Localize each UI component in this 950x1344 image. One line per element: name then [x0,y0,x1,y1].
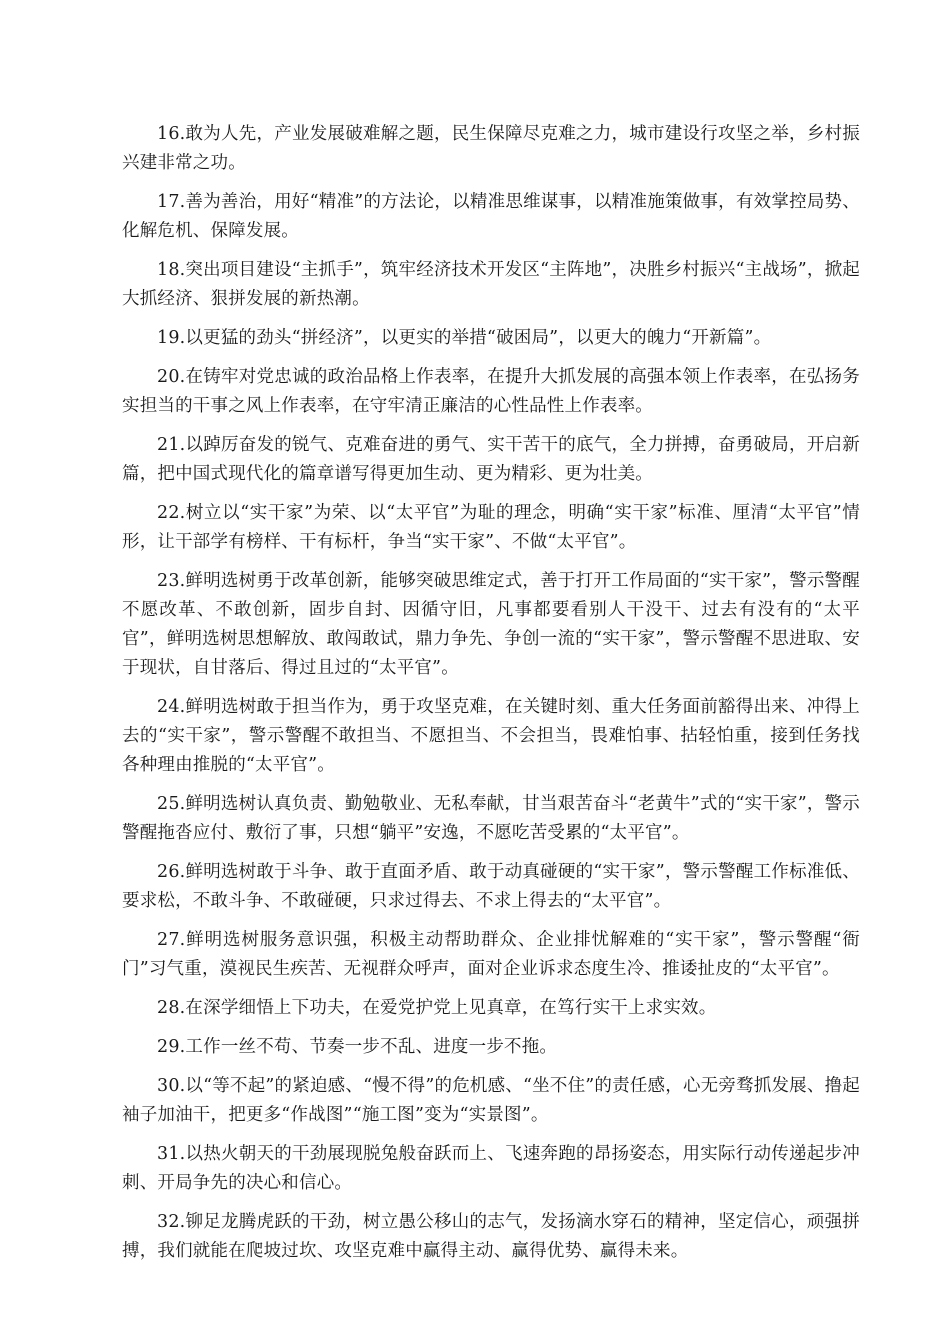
paragraph-30: 30.以“等不起”的紧迫感、“慢不得”的危机感、“坐不住”的责任感，心无旁骛抓发展、撸起袖子加油干，把更多“作战图”“施工图”变为“实景图”。 [122,1076,860,1125]
paragraph-20: 20.在铸牢对党忠诚的政治品格上作表率，在提升大抓发展的高强本领上作表率，在弘扬务实担当的干事之风上作表率，在守牢清正廉洁的心性品性上作表率。 [122,367,860,416]
paragraph-28: 28.在深学细悟上下功夫，在爱党护党上见真章，在笃行实干上求实效。 [157,998,717,1018]
paragraph-19: 19.以更猛的劲头“拼经济”，以更实的举措“破困局”，以更大的魄力“开新篇”。 [157,328,772,348]
paragraph-24: 24.鲜明选树敢于担当作为，勇于攻坚克难，在关键时刻、重大任务面前豁得出来、冲得上去的“实干家”，警示警醒不敢担当、不愿担当、不会担当，畏难怕事、拈轻怕重，接到任务找各种理由推脱的“太平官”。 [122,697,860,775]
paragraph-27: 27.鲜明选树服务意识强，积极主动帮助群众、企业排忧解难的“实干家”，警示警醒“衙门”习气重，漠视民生疾苦、无视群众呼声，面对企业诉求态度生冷、推诿扯皮的“太平官”。 [122,930,860,979]
paragraph-32: 32.铆足龙腾虎跃的干劲，树立愚公移山的志气，发扬滴水穿石的精神，坚定信心，顽强拼搏，我们就能在爬坡过坎、攻坚克难中赢得主动、赢得优势、赢得未来。 [122,1212,860,1261]
paragraph-21: 21.以踔厉奋发的锐气、克难奋进的勇气、实干苦干的底气，全力拼搏，奋勇破局，开启新篇，把中国式现代化的篇章谱写得更加生动、更为精彩、更为壮美。 [122,435,860,484]
paragraph-22: 22.树立以“实干家”为荣、以“太平官”为耻的理念，明确“实干家”标准、厘清“太平官”情形，让干部学有榜样、干有标杆，争当“实干家”、不做“太平官”。 [122,503,860,552]
paragraph-23: 23.鲜明选树勇于改革创新，能够突破思维定式，善于打开工作局面的“实干家”，警示警醒不愿改革、不敢创新，固步自封、因循守旧，凡事都要看别人干没干、过去有没有的“太平官”，鲜明选树思想解放、敢闯敢试，鼎力争先、争创一流的“实干家”，警示警醒不思进取、安于现状，自甘落后、得过且过的“太平官”。 [122,571,860,678]
paragraph-17: 17.善为善治，用好“精准”的方法论，以精准思维谋事，以精准施策做事，有效掌控局势、化解危机、保障发展。 [122,192,860,241]
paragraph-31: 31.以热火朝天的干劲展现脱兔般奋跃而上、飞速奔跑的昂扬姿态，用实际行动传递起步冲刺、开局争先的决心和信心。 [122,1144,860,1193]
paragraph-29: 29.工作一丝不苟、节奏一步不乱、进度一步不拖。 [157,1037,558,1057]
paragraph-18: 18.突出项目建设“主抓手”，筑牢经济技术开发区“主阵地”，决胜乡村振兴“主战场”，掀起大抓经济、狠拼发展的新热潮。 [122,260,860,309]
paragraph-26: 26.鲜明选树敢于斗争、敢于直面矛盾、敢于动真碰硬的“实干家”，警示警醒工作标准低、要求松，不敢斗争、不敢碰硬，只求过得去、不求上得去的“太平官”。 [122,862,860,911]
paragraph-25: 25.鲜明选树认真负责、勤勉敬业、无私奉献，甘当艰苦奋斗“老黄牛”式的“实干家”，警示警醒拖沓应付、敷衍了事，只想“躺平”安逸，不愿吃苦受累的“太平官”。 [122,794,860,843]
document-body [122,120,860,1276]
paragraph-16: 16.敢为人先，产业发展破难解之题，民生保障尽克难之力，城市建设行攻坚之举，乡村振兴建非常之功。 [122,124,860,173]
